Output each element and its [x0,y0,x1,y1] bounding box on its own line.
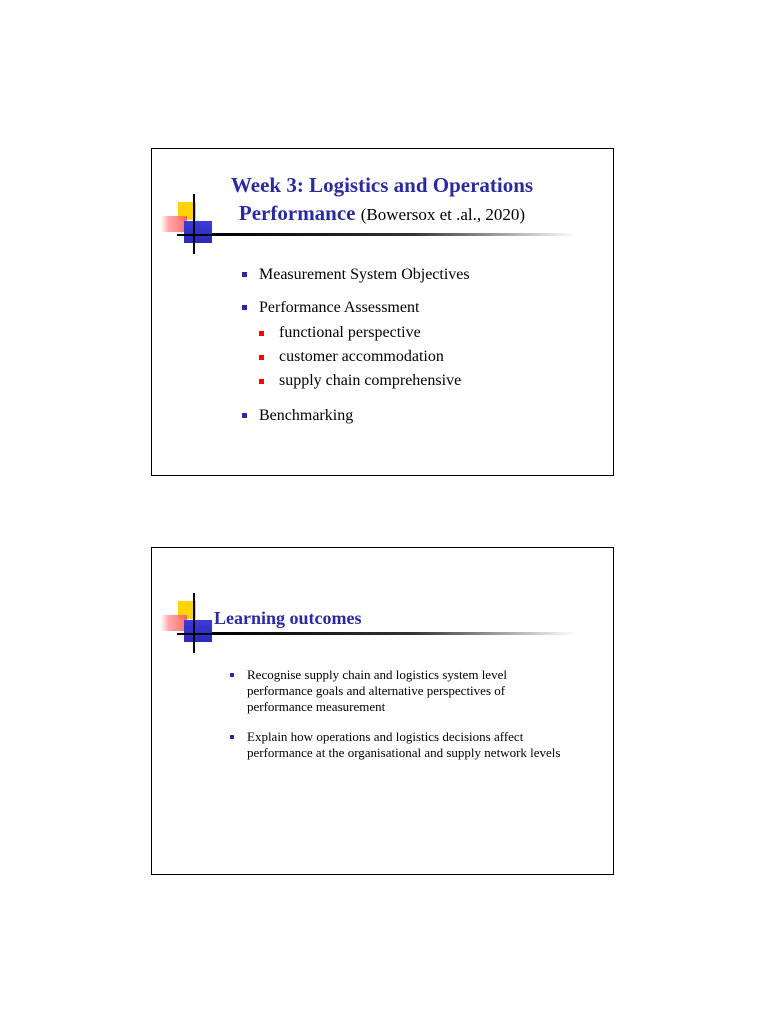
title-underline-rule [212,632,577,635]
bullet-item [242,298,562,393]
sub-bullet-text: functional perspective [279,324,421,341]
bullet-item [230,667,570,715]
sub-bullet-item [259,345,562,369]
bullet-text: Measurement System Objectives [259,266,470,283]
sub-bullet-text: supply chain comprehensive [279,372,462,389]
bullet-text: Performance Assessment [259,299,420,316]
slide-1 [151,148,614,476]
sub-bullet-list [259,321,562,393]
bullet-item [230,729,570,761]
red-square-bullet-icon [259,355,264,360]
vertical-line-decoration [193,593,195,653]
slide-decoration-graphic [157,593,217,653]
blue-square-bullet-icon [242,413,247,418]
bullet-list [230,667,570,775]
slide-2 [151,547,614,875]
vertical-line-decoration [193,194,195,254]
sub-bullet-item [259,369,562,393]
horizontal-line-decoration [177,234,217,236]
slide-title-line-2: Performance [238,201,356,225]
bullet-text: Benchmarking [259,407,354,424]
bullet-item [242,406,562,426]
bullet-item [242,265,562,285]
slide-title-line-1: Week 3: Logistics and Operations [230,173,534,197]
bullet-text: Explain how operations and logistics decisions affect performance at the organisational and supply network levels [247,729,561,760]
bullet-text: Recognise supply chain and logistics system level performance goals and alternative perspectives of performance measurement [247,667,507,714]
sub-bullet-item [259,321,562,345]
blue-square-decoration [184,221,212,243]
blue-square-bullet-icon [230,673,234,677]
red-square-bullet-icon [259,331,264,336]
blue-square-bullet-icon [242,305,247,310]
sub-bullet-text: customer accommodation [279,348,444,365]
slide-title-citation: (Bowersox et .al., 2020) [360,205,526,224]
slide-title: Learning outcomes [214,608,362,628]
horizontal-line-decoration [177,633,217,635]
blue-square-bullet-icon [230,735,234,739]
bullet-list [242,265,562,439]
red-square-bullet-icon [259,379,264,384]
blue-square-decoration [184,620,212,642]
title-underline-rule [212,233,577,236]
blue-square-bullet-icon [242,272,247,277]
slide-decoration-graphic [157,194,217,254]
slide-title [212,171,552,229]
